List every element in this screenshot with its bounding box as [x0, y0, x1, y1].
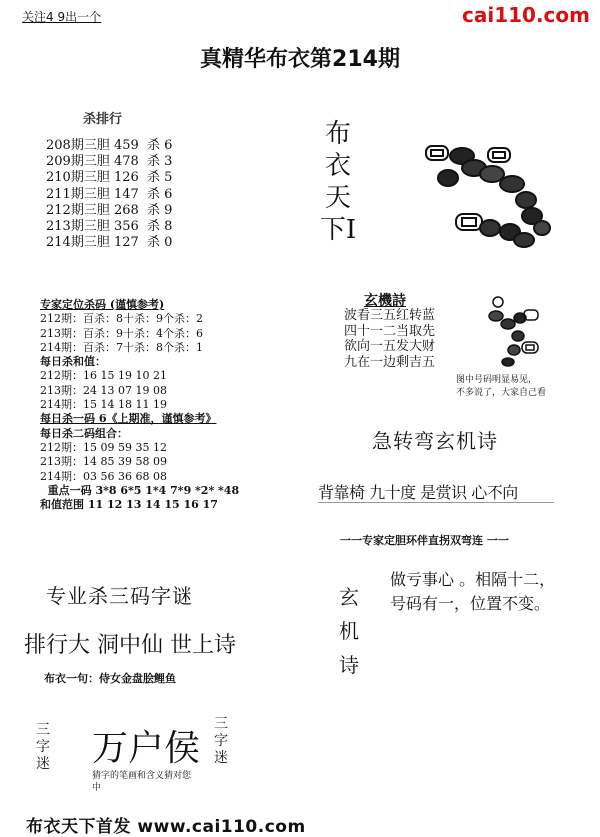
turn-poem-line: 背靠椅 九十度 是赏识 心不向 [318, 483, 518, 502]
expert-heading: 专家定位杀码 (谨慎参考) [40, 298, 165, 311]
list-item: 213期：24 13 07 19 08 [40, 383, 167, 397]
list-item: 209期三胆 478 杀 3 [46, 154, 173, 170]
poem-lines [344, 308, 435, 370]
list-item: 213期：百杀：9十杀：4个杀：6 [40, 326, 203, 340]
poem-line: 波看三五红转蓝 [344, 308, 436, 323]
beads-caption [456, 374, 546, 400]
expert-gall-line: 一一专家定胆环伴直拐双弯连 一一 [340, 534, 509, 547]
list-item: 212期三胆 268 杀 9 [46, 202, 173, 218]
riddle-line: 排行大 洞中仙 世上诗 [24, 633, 236, 658]
riddle-label-left: 三字迷 [36, 722, 50, 772]
site-logo[interactable]: cai110.com [462, 3, 590, 27]
list-item: 210期三胆 126 杀 5 [46, 170, 173, 186]
riddle-hint: 布衣一句：侍女金盘脍鲤鱼 [44, 672, 176, 685]
turn-poem-title: 急转弯玄机诗 [372, 429, 498, 453]
top-note: 关注4 9出一个 [22, 10, 102, 24]
list-item: 208期三胆 459 杀 6 [46, 138, 173, 153]
beads-image-icon [414, 128, 570, 254]
xuanji-line: 做亏事心 。相隔十二， [390, 570, 556, 589]
list-item: 214期：15 14 18 11 19 [40, 398, 167, 412]
sum-range-line: 和值范围 11 12 13 14 15 16 17 [40, 498, 218, 512]
riddle-footnote: 猜字的笔画和含义猜对您中 [92, 771, 192, 793]
key-code-line: 重点一码 3*8 6*5 1*4 7*9 *2* *48 [40, 483, 240, 497]
poem-line: 欲向一五发大财 [344, 339, 436, 354]
expert-kill-block [40, 298, 239, 512]
beads-small-icon [478, 294, 548, 368]
poem-title: 玄機詩 [364, 293, 406, 309]
kill-ranking-heading: 杀排行 [70, 112, 123, 127]
divider [318, 502, 554, 503]
three-gall-list [46, 138, 172, 251]
vertical-title: 布衣天下I [319, 119, 357, 245]
list-item: 213期：14 85 39 58 09 [40, 455, 167, 469]
beads-caption-line: 图中号码明显易见， [456, 375, 538, 385]
list-item: 212期：百杀：8十杀：9个杀：2 [40, 312, 203, 326]
list-item: 214期：03 56 36 68 08 [40, 469, 167, 483]
riddle-label-right: 三字迷 [214, 716, 228, 766]
list-item: 214期三胆 127 杀 0 [46, 235, 173, 251]
poem-line: 四十一二当取先 [344, 323, 436, 339]
xuanji-line: 号码有一，位置不变。 [390, 594, 551, 613]
list-item: 212期：16 15 19 10 21 [40, 369, 167, 383]
riddle-center-word: 万户侯 [92, 728, 201, 769]
beads-caption-line: 不多说了，大家自己看 [456, 388, 547, 398]
xuanji-text [390, 568, 555, 616]
poem-line: 九在一边剩吉五 [344, 354, 436, 370]
list-item: 211期三胆 147 杀 6 [46, 186, 173, 202]
kill-two-heading: 每日杀二码组合： [40, 426, 128, 440]
footer-text: 布衣天下首发 www.cai110.com [26, 817, 306, 837]
xuanji-vertical-label: 玄机诗 [339, 585, 359, 677]
list-item: 213期三胆 356 杀 8 [46, 219, 173, 235]
kill-one-heading: 每日杀一码 6《上期准，谨慎参考》 [40, 412, 217, 426]
riddle-title: 专业杀三码字谜 [46, 584, 193, 608]
list-item: 212期：15 09 59 35 12 [40, 440, 167, 454]
sum-heading: 每日杀和值： [40, 355, 106, 369]
list-item: 214期：百杀：7十杀：8个杀：1 [40, 340, 203, 354]
page-title: 真精华布衣第214期 [200, 47, 400, 72]
